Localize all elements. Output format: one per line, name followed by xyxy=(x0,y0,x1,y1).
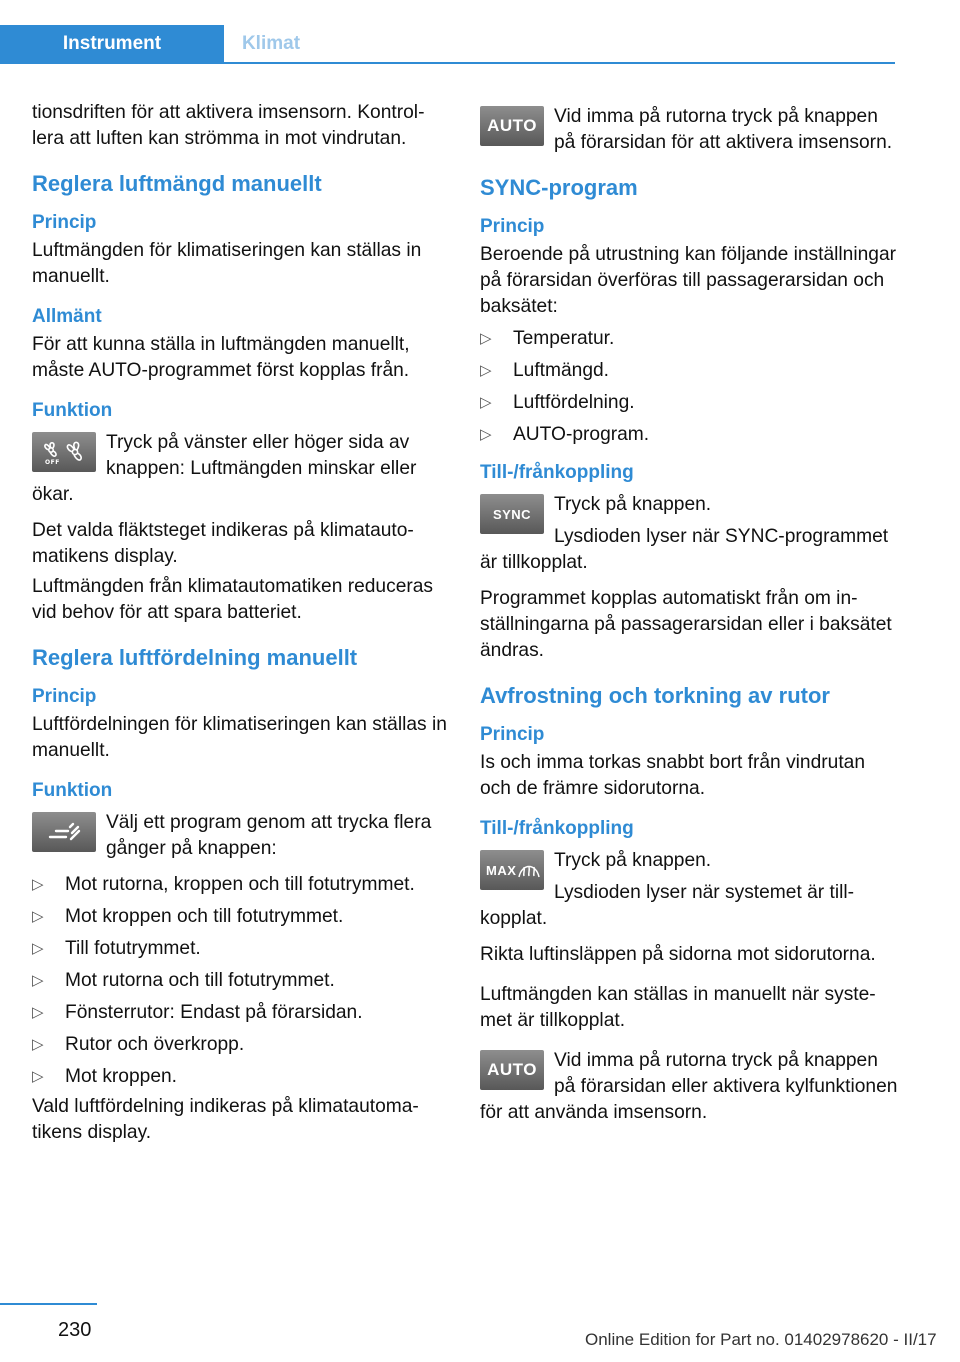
defrost-vents-text: Rikta luftinsläppen på sidorna mot sidorutorna. xyxy=(480,944,876,965)
defrost-onoff-title: Till-/frånkoppling xyxy=(480,818,634,839)
auto-text-2: Vid imma på rutorna tryck på knappen på förarsidan eller aktivera kylfunktionen för att använda imsensorn. xyxy=(480,1050,898,1123)
auto-button-icon: AUTO xyxy=(480,106,544,146)
auto-text-1: Vid imma på rutorna tryck på knappen på förarsidan för att aktivera imsensorn. xyxy=(554,106,893,153)
heading-defrost: Avfrostning och torkning av rutor xyxy=(480,683,830,708)
sync-press-text: Tryck på knappen. xyxy=(554,494,712,515)
header-tabbar xyxy=(0,25,895,64)
airflow-general-text: För att kunna ställa in luftmängden manuellt, måste AUTO-programmet först kopplas från. xyxy=(32,334,410,381)
sync-list xyxy=(480,326,898,448)
sync-auto-off-text: Programmet kopplas automatiskt från om inställningarna på passagerarsidan eller i baksätet ändras. xyxy=(480,588,892,661)
airflow-general-title: Allmänt xyxy=(32,306,102,327)
dist-princip-title: Princip xyxy=(32,686,97,707)
air-distribution-icon xyxy=(32,812,96,852)
triangle-bullet-icon: ▷ xyxy=(32,972,44,989)
triangle-bullet-icon: ▷ xyxy=(480,362,492,379)
triangle-bullet-icon: ▷ xyxy=(32,1036,44,1053)
edition-footer: Online Edition for Part no. 01402978620 - II/17 xyxy=(585,1330,937,1349)
air-distribution-icon-graphic xyxy=(42,819,86,845)
triangle-bullet-icon: ▷ xyxy=(480,394,492,411)
airflow-princip-text: Luftmängden för klimatiseringen kan ställas in manuellt. xyxy=(32,240,422,287)
defrost-waves-icon xyxy=(516,859,542,881)
airflow-display-text: Det valda fläktsteget indikeras på klimatautomatikens display. xyxy=(32,520,414,567)
list-item: ▷ Till fotutrymmet. xyxy=(32,936,450,962)
tab-klimat[interactable]: Klimat xyxy=(241,33,301,54)
defrost-led-text: Lysdioden lyser när systemet är tillkopplat. xyxy=(480,882,855,929)
heading-airflow: Reglera luftmängd manuellt xyxy=(32,171,322,196)
triangle-bullet-icon: ▷ xyxy=(480,426,492,443)
sync-princip-text: Beroende på utrustning kan följande inställningar på förarsidan överföras till passagerarsidan och baksätet: xyxy=(480,244,897,317)
dist-princip-text: Luftfördelningen för klimatiseringen kan ställas in manuellt. xyxy=(32,714,447,761)
auto-block-1 xyxy=(480,104,898,156)
list-item: ▷ Luftmängd. xyxy=(480,358,898,384)
airflow-reduce-text: Luftmängden från klimatautomatiken reduceras vid behov för att spara batteriet. xyxy=(32,576,434,623)
defrost-press-text: Tryck på knappen. xyxy=(554,850,712,871)
list-item: ▷ AUTO-program. xyxy=(480,422,898,448)
dist-function-text: Välj ett program genom att trycka flera gånger på knappen: xyxy=(106,812,432,859)
defrost-onoff-block xyxy=(480,848,898,932)
list-item: ▷ Temperatur. xyxy=(480,326,898,352)
list-item: ▷ Mot rutorna och till fotutrymmet. xyxy=(32,968,450,994)
defrost-airflow-text: Luftmängden kan ställas in manuellt när systemet är tillkopplat. xyxy=(480,984,876,1031)
triangle-bullet-icon: ▷ xyxy=(32,1068,44,1085)
auto-button-icon: AUTO xyxy=(480,1050,544,1090)
dist-display-text: Vald luftfördelning indikeras på klimatautomatikens display. xyxy=(32,1096,419,1143)
list-item: ▷ Mot kroppen. xyxy=(32,1064,450,1090)
dist-list xyxy=(32,872,450,1090)
sync-onoff-block xyxy=(480,492,898,576)
list-item: ▷ Mot rutorna, kroppen och till fotutrymmet. xyxy=(32,872,450,898)
list-item: ▷ Luftfördelning. xyxy=(480,390,898,416)
right-column xyxy=(480,100,898,1136)
page-number: 230 xyxy=(58,1319,92,1341)
triangle-bullet-icon: ▷ xyxy=(32,1004,44,1021)
fan-icon-graphic xyxy=(37,437,91,467)
intro-text: tionsdriften för att aktivera imsensorn. Kontrollera att luften kan strömma in mot vindrutan. xyxy=(32,102,425,149)
sync-button-icon: SYNC xyxy=(480,494,544,534)
sync-onoff-title: Till-/frånkoppling xyxy=(480,462,634,483)
dist-function-block xyxy=(32,810,450,862)
airflow-princip-title: Princip xyxy=(32,212,97,233)
list-item: ▷ Rutor och överkropp. xyxy=(32,1032,450,1058)
left-column xyxy=(32,100,450,1146)
list-item: ▷ Fönsterrutor: Endast på förarsidan. xyxy=(32,1000,450,1026)
auto-block-2 xyxy=(480,1048,898,1126)
airflow-function-title: Funktion xyxy=(32,400,113,421)
airflow-function-block xyxy=(32,430,450,508)
max-defrost-icon xyxy=(480,850,544,890)
sync-led-text: Lysdioden lyser när SYNC-programmet är tillkopplat. xyxy=(480,526,889,573)
dist-function-title: Funktion xyxy=(32,780,113,801)
heading-distribution: Reglera luftfördelning manuellt xyxy=(32,645,358,670)
triangle-bullet-icon: ▷ xyxy=(32,908,44,925)
triangle-bullet-icon: ▷ xyxy=(32,940,44,957)
defrost-princip-title: Princip xyxy=(480,724,545,745)
list-item: ▷ Mot kroppen och till fotutrymmet. xyxy=(32,904,450,930)
defrost-princip-text: Is och imma torkas snabbt bort från vindrutan och de främre sidorutorna. xyxy=(480,752,865,799)
page-number-rule xyxy=(0,1303,97,1305)
heading-sync: SYNC-program xyxy=(480,175,638,200)
sync-princip-title: Princip xyxy=(480,216,545,237)
airflow-function-text: Tryck på vänster eller höger sida av knappen: Luftmängden minskar eller ökar. xyxy=(32,432,417,505)
tab-instrument[interactable]: Instrument xyxy=(0,25,224,62)
triangle-bullet-icon: ▷ xyxy=(32,876,44,893)
triangle-bullet-icon: ▷ xyxy=(480,330,492,347)
max-label: MAX xyxy=(486,862,517,878)
fan-icon xyxy=(32,432,96,472)
svg-text:OFF: OFF xyxy=(45,459,60,466)
